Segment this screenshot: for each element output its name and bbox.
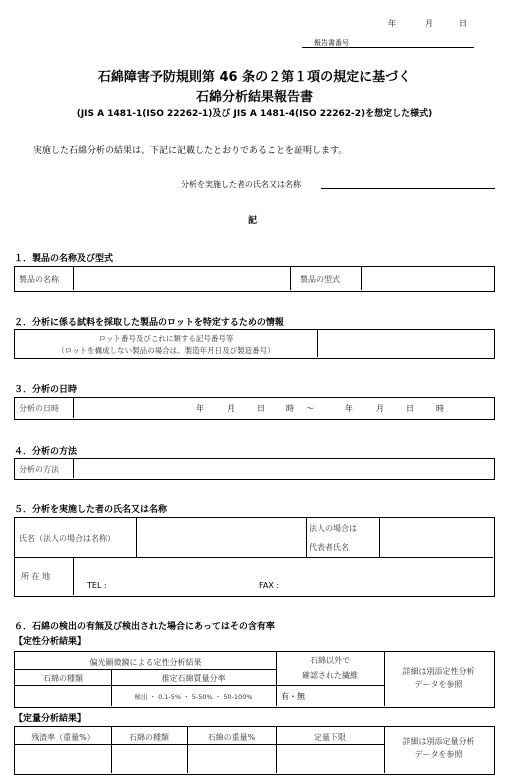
other-fiber-label-1: 石綿以外で xyxy=(310,656,350,665)
rep-label-1: 法人の場合は xyxy=(309,524,357,533)
qual-note-1: 詳細は別添定性分析 xyxy=(402,667,475,676)
tel-label: TEL : xyxy=(87,581,107,590)
date1-year: 年 xyxy=(196,404,204,413)
date-month: 月 xyxy=(425,19,433,28)
date-year: 年 xyxy=(388,19,396,28)
section3-table xyxy=(14,397,495,420)
yes-no-label: 有・無 xyxy=(281,692,305,701)
other-fiber-label-2: 確認された繊維 xyxy=(302,671,358,680)
date2-hour: 時 xyxy=(436,404,444,413)
certification-text: 実施した石綿分析の結果は、下記に記載したとおりであることを証明します。 xyxy=(33,146,348,156)
date2-day: 日 xyxy=(406,404,414,413)
qual-table xyxy=(14,651,495,708)
qual-heading: 【定性分析結果】 xyxy=(14,637,87,647)
quant-limit-label: 定量下限 xyxy=(314,733,346,742)
lot-label-2: （ロットを構成しない製品の場合は、製造年月日及び製造番号） xyxy=(57,346,275,355)
qual-header: 偏光顕微鏡による定性分析結果 xyxy=(89,658,202,667)
lot-label-1: ロット番号及びこれに類する記号番号等 xyxy=(98,334,234,343)
date1-month: 月 xyxy=(227,404,235,413)
analyst-label: 分析を実施した者の氏名又は名称 xyxy=(181,180,301,189)
section4-table xyxy=(14,458,495,480)
quant-table xyxy=(14,726,495,775)
section1-table xyxy=(14,266,495,292)
title-line1: 石綿障害予防規則第 46 条の２第１項の規定に基づく xyxy=(97,70,412,85)
estimated-mass-label: 推定石綿質量分率 xyxy=(161,674,226,683)
fax-label: FAX : xyxy=(259,581,280,590)
section4-heading: ４．分析の方法 xyxy=(14,447,78,457)
date2-month: 月 xyxy=(376,404,384,413)
date1-hour: 時 xyxy=(286,404,294,413)
section3-heading: ３．分析の日時 xyxy=(14,385,78,395)
report-number-line xyxy=(302,47,474,48)
title-line2: 石綿分析結果報告書 xyxy=(195,90,313,105)
product-name-label: 製品の名称 xyxy=(19,275,59,284)
date-day: 日 xyxy=(459,19,467,28)
date2-year: 年 xyxy=(345,404,353,413)
section1-heading: １．製品の名称及び型式 xyxy=(14,254,114,264)
quant-asbestos-type-label: 石綿の種類 xyxy=(129,733,169,742)
analysis-date-label: 分析の日時 xyxy=(19,404,59,413)
detection-scale: 検出 ・ 0.1-5% ・ 5-50% ・ 50-100% xyxy=(134,693,253,701)
quant-note-2: データを参照 xyxy=(414,750,463,759)
product-type-label: 製品の型式 xyxy=(300,275,340,284)
rep-label-2: 代表者氏名 xyxy=(309,543,349,552)
asbestos-weight-label: 石綿の重量% xyxy=(207,733,256,742)
address-label: 所 在 地 xyxy=(21,572,51,581)
analyst-line xyxy=(321,188,495,189)
date1-day: 日 xyxy=(257,404,265,413)
quant-note-1: 詳細は別添定量分析 xyxy=(402,737,475,746)
date-tilde: ～ xyxy=(306,404,314,413)
ki-label: 記 xyxy=(248,216,258,226)
analyst-name-label: 氏名（法人の場合は名称） xyxy=(19,534,115,543)
analysis-method-label: 分析の方法 xyxy=(19,465,59,474)
quant-heading: 【定量分析結果】 xyxy=(14,714,87,724)
section6-heading: ６．石綿の検出の有無及び検出された場合にあってはその含有率 xyxy=(14,622,275,632)
report-number-label: 報告書番号 xyxy=(314,39,349,47)
section5-table xyxy=(14,517,495,597)
asbestos-type-label: 石綿の種類 xyxy=(43,674,83,683)
title-line3: (JIS A 1481-1(ISO 22262-1)及び JIS A 1481-4(ISO 22262-2)を想定した様式) xyxy=(76,109,433,119)
section2-heading: ２．分析に係る試料を採取した製品のロットを特定するための情報 xyxy=(14,318,284,328)
section5-heading: ５．分析を実施した者の氏名又は名称 xyxy=(14,505,168,515)
qual-note-2: データを参照 xyxy=(414,680,463,689)
section2-table xyxy=(14,329,495,359)
residue-rate-label: 残渣率（重量%） xyxy=(31,733,95,742)
